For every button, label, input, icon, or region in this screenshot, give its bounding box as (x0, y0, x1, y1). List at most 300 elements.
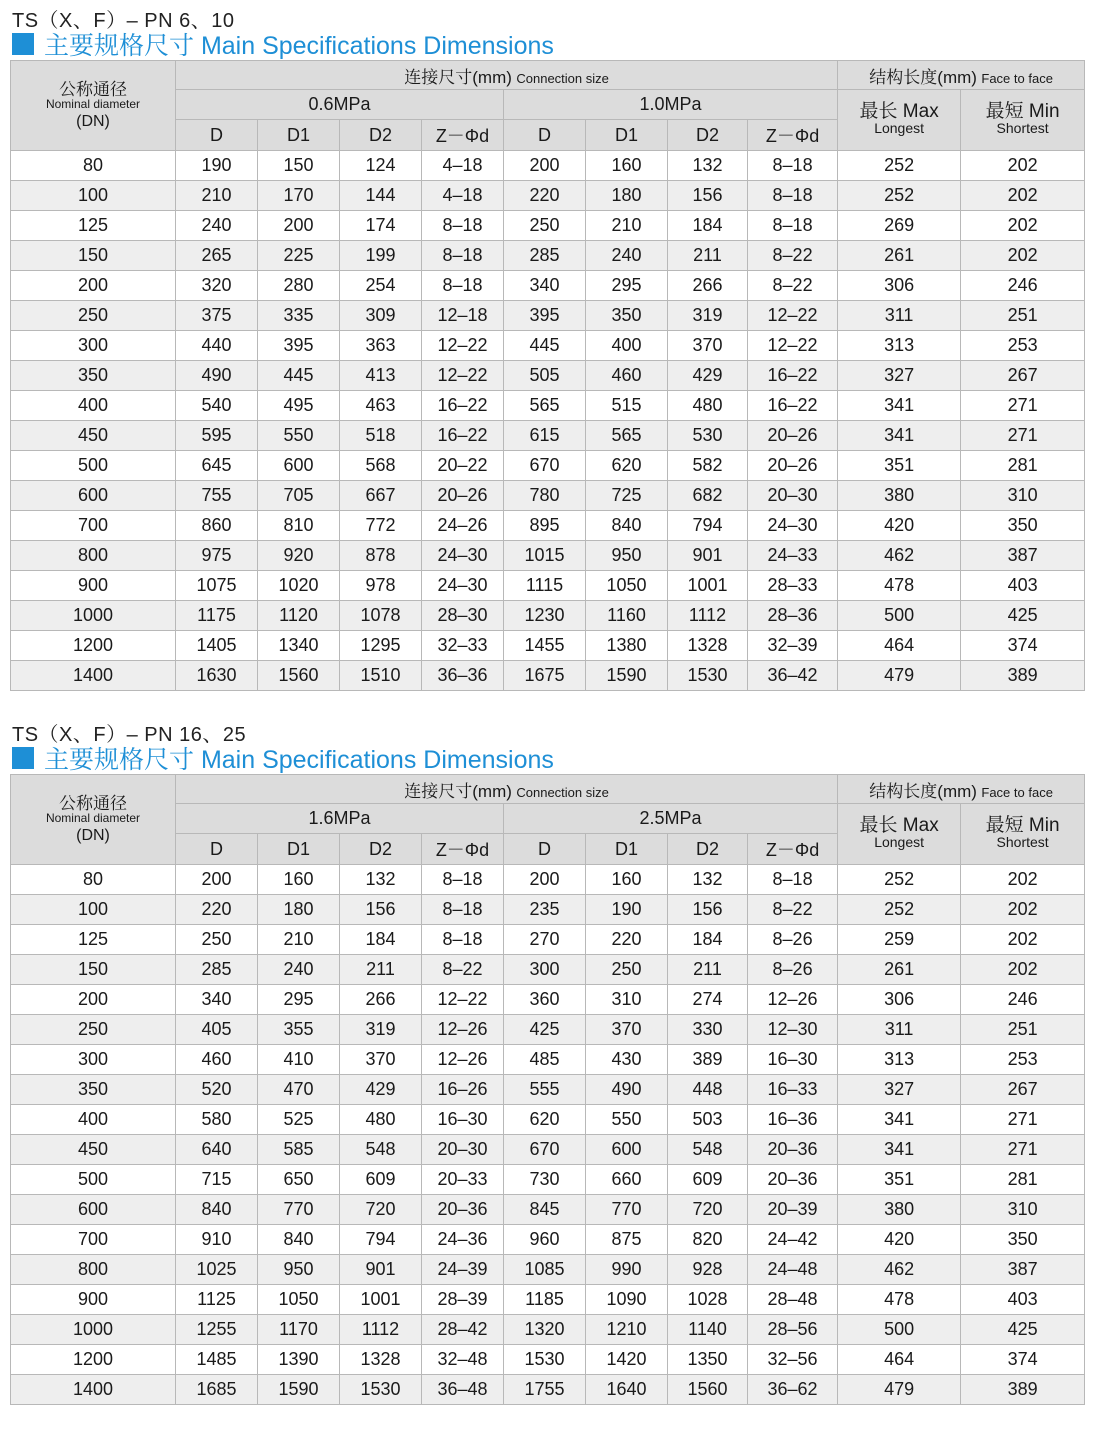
table-cell: 380 (838, 481, 961, 511)
table-cell: 920 (258, 541, 340, 571)
table-cell: 20–39 (748, 1195, 838, 1225)
table-cell: 820 (668, 1225, 748, 1255)
connection-en: Connection size (516, 784, 609, 800)
dn-cell: 125 (11, 925, 176, 955)
table-cell: 479 (838, 1375, 961, 1405)
connection-en: Connection size (516, 70, 609, 86)
max-label: 最长 Max (859, 101, 939, 122)
table-cell: 480 (668, 391, 748, 421)
table-cell: 355 (258, 1015, 340, 1045)
table-cell: 389 (961, 1375, 1085, 1405)
table-cell: 36–36 (422, 661, 504, 691)
table-cell: 363 (340, 331, 422, 361)
min-length-header (961, 804, 1085, 865)
table-cell: 429 (668, 361, 748, 391)
face-to-face-header (838, 61, 1085, 90)
table-cell: 20–26 (422, 481, 504, 511)
table-cell: 1255 (176, 1315, 258, 1345)
table-cell: 395 (504, 301, 586, 331)
table-cell: 8–18 (748, 211, 838, 241)
table-cell: 462 (838, 541, 961, 571)
table-cell: 682 (668, 481, 748, 511)
table-cell: 310 (961, 1195, 1085, 1225)
heading-text: 主要规格尺寸 Main Specifications Dimensions (44, 746, 554, 774)
table-row (11, 1375, 1085, 1405)
table-cell: 132 (668, 151, 748, 181)
table-cell: 32–48 (422, 1345, 504, 1375)
table-cell: 250 (504, 211, 586, 241)
table-cell: 770 (258, 1195, 340, 1225)
pressure-b-header: 2.5MPa (504, 804, 838, 834)
table-cell: 715 (176, 1165, 258, 1195)
table-cell: 387 (961, 541, 1085, 571)
table-cell: 295 (258, 985, 340, 1015)
table-cell: 335 (258, 301, 340, 331)
table-cell: 313 (838, 1045, 961, 1075)
table-cell: 20–36 (422, 1195, 504, 1225)
table-cell: 246 (961, 271, 1085, 301)
table-row (11, 895, 1085, 925)
table-row (11, 181, 1085, 211)
table-cell: 413 (340, 361, 422, 391)
table-cell: 1560 (258, 661, 340, 691)
table-cell: 252 (838, 865, 961, 895)
table-cell: 16–22 (748, 391, 838, 421)
table-cell: 600 (258, 451, 340, 481)
column-header: D2 (340, 834, 422, 865)
dn-cell: 500 (11, 451, 176, 481)
connection-size-header (176, 775, 838, 804)
table-cell: 132 (668, 865, 748, 895)
table-cell: 462 (838, 1255, 961, 1285)
table-cell: 184 (668, 925, 748, 955)
table-cell: 8–26 (748, 955, 838, 985)
dn-cell: 125 (11, 211, 176, 241)
table-row (11, 1315, 1085, 1345)
table-cell: 585 (258, 1135, 340, 1165)
table-row (11, 1165, 1085, 1195)
table-cell: 565 (504, 391, 586, 421)
table-row (11, 661, 1085, 691)
table-cell: 274 (668, 985, 748, 1015)
table-cell: 960 (504, 1225, 586, 1255)
table-cell: 1001 (668, 571, 748, 601)
min-label: 最短 Min (985, 815, 1060, 836)
table-cell: 840 (258, 1225, 340, 1255)
table-cell: 1328 (340, 1345, 422, 1375)
table-cell: 240 (176, 211, 258, 241)
table-cell: 8–22 (422, 955, 504, 985)
table-cell: 24–42 (748, 1225, 838, 1255)
face-cn: 结构长度(mm) (869, 67, 977, 87)
table-cell: 160 (586, 151, 668, 181)
table-cell: 650 (258, 1165, 340, 1195)
table-cell: 8–18 (422, 241, 504, 271)
dn-cell: 800 (11, 1255, 176, 1285)
table-cell: 495 (258, 391, 340, 421)
pressure-a-header: 0.6MPa (176, 90, 504, 120)
table-cell: 341 (838, 1135, 961, 1165)
table-cell: 250 (586, 955, 668, 985)
model-title: TS（X、F）– PN 6、10 (12, 10, 235, 32)
column-header: Z－Φd (748, 120, 838, 151)
table-row (11, 1225, 1085, 1255)
dn-cell: 300 (11, 331, 176, 361)
table-cell: 580 (176, 1105, 258, 1135)
table-cell: 1590 (258, 1375, 340, 1405)
table-cell: 705 (258, 481, 340, 511)
face-cn: 结构长度(mm) (869, 781, 977, 801)
column-header: D2 (668, 120, 748, 151)
table-cell: 200 (504, 151, 586, 181)
table-row (11, 361, 1085, 391)
table-cell: 184 (340, 925, 422, 955)
table-cell: 266 (340, 985, 422, 1015)
table-cell: 12–26 (422, 1045, 504, 1075)
table-cell: 1160 (586, 601, 668, 631)
table-cell: 310 (586, 985, 668, 1015)
table-row (11, 421, 1085, 451)
table-row (11, 985, 1085, 1015)
table-cell: 1210 (586, 1315, 668, 1345)
table-cell: 150 (258, 151, 340, 181)
min-label: 最短 Min (985, 101, 1060, 122)
table-row (11, 1135, 1085, 1165)
table-cell: 311 (838, 1015, 961, 1045)
min-sub: Shortest (996, 120, 1049, 136)
table-row (11, 211, 1085, 241)
table-cell: 1675 (504, 661, 586, 691)
table-cell: 1112 (668, 601, 748, 631)
table-cell: 518 (340, 421, 422, 451)
table-cell: 20–26 (748, 421, 838, 451)
dn-cell: 500 (11, 1165, 176, 1195)
table-cell: 340 (176, 985, 258, 1015)
dn-cell: 900 (11, 1285, 176, 1315)
max-label: 最长 Max (859, 815, 939, 836)
table-cell: 1530 (668, 661, 748, 691)
table-cell: 1560 (668, 1375, 748, 1405)
table-cell: 901 (668, 541, 748, 571)
table-cell: 595 (176, 421, 258, 451)
table-cell: 28–36 (748, 601, 838, 631)
table-cell: 250 (176, 925, 258, 955)
table-cell: 400 (586, 331, 668, 361)
table-cell: 500 (838, 601, 961, 631)
table-cell: 20–22 (422, 451, 504, 481)
table-cell: 202 (961, 241, 1085, 271)
table-cell: 479 (838, 661, 961, 691)
table-cell: 202 (961, 181, 1085, 211)
nominal-unit: (DN) (76, 113, 110, 130)
table-cell: 1140 (668, 1315, 748, 1345)
dn-cell: 200 (11, 985, 176, 1015)
dn-cell: 80 (11, 865, 176, 895)
table-cell: 425 (961, 601, 1085, 631)
table-row (11, 1285, 1085, 1315)
face-en: Face to face (981, 784, 1053, 800)
table-cell: 505 (504, 361, 586, 391)
table-cell: 530 (668, 421, 748, 451)
table-cell: 12–22 (422, 361, 504, 391)
table-row (11, 151, 1085, 181)
table-cell: 460 (586, 361, 668, 391)
table-cell: 8–18 (422, 271, 504, 301)
table-cell: 490 (586, 1075, 668, 1105)
dn-cell: 900 (11, 571, 176, 601)
table-cell: 755 (176, 481, 258, 511)
table-cell: 403 (961, 571, 1085, 601)
table-cell: 395 (258, 331, 340, 361)
table-cell: 251 (961, 1015, 1085, 1045)
table-cell: 440 (176, 331, 258, 361)
dn-cell: 700 (11, 511, 176, 541)
dn-cell: 400 (11, 391, 176, 421)
table-cell: 1050 (586, 571, 668, 601)
table-cell: 448 (668, 1075, 748, 1105)
table-cell: 8–26 (748, 925, 838, 955)
table-cell: 1320 (504, 1315, 586, 1345)
table-cell: 252 (838, 895, 961, 925)
table-cell: 860 (176, 511, 258, 541)
table-cell: 1530 (504, 1345, 586, 1375)
table-cell: 246 (961, 985, 1085, 1015)
table-cell: 341 (838, 421, 961, 451)
blue-square-icon (12, 33, 34, 55)
table-cell: 990 (586, 1255, 668, 1285)
table-cell: 772 (340, 511, 422, 541)
table-cell: 410 (258, 1045, 340, 1075)
nominal-cn: 公称通径 (59, 794, 127, 813)
dn-cell: 1000 (11, 1315, 176, 1345)
table-cell: 730 (504, 1165, 586, 1195)
table-cell: 375 (176, 301, 258, 331)
table-cell: 20–26 (748, 451, 838, 481)
table-cell: 265 (176, 241, 258, 271)
table-cell: 281 (961, 1165, 1085, 1195)
table-cell: 8–18 (422, 895, 504, 925)
table-cell: 387 (961, 1255, 1085, 1285)
dn-cell: 700 (11, 1225, 176, 1255)
table-cell: 1125 (176, 1285, 258, 1315)
table-row (11, 1345, 1085, 1375)
table-cell: 267 (961, 361, 1085, 391)
table-cell: 24–30 (748, 511, 838, 541)
table-cell: 16–36 (748, 1105, 838, 1135)
table-cell: 310 (961, 481, 1085, 511)
table-cell: 199 (340, 241, 422, 271)
table-row (11, 331, 1085, 361)
table-row (11, 1015, 1085, 1045)
table-cell: 548 (668, 1135, 748, 1165)
table-row (11, 601, 1085, 631)
column-header: Z－Φd (748, 834, 838, 865)
nominal-diameter-header (11, 61, 176, 151)
table-cell: 251 (961, 301, 1085, 331)
table-cell: 975 (176, 541, 258, 571)
table-cell: 220 (504, 181, 586, 211)
table-cell: 24–36 (422, 1225, 504, 1255)
table-cell: 901 (340, 1255, 422, 1285)
table-cell: 548 (340, 1135, 422, 1165)
min-sub: Shortest (996, 834, 1049, 850)
table-cell: 211 (668, 241, 748, 271)
table-cell: 20–33 (422, 1165, 504, 1195)
table-cell: 1025 (176, 1255, 258, 1285)
table-cell: 351 (838, 1165, 961, 1195)
table-cell: 225 (258, 241, 340, 271)
table-cell: 252 (838, 151, 961, 181)
table-cell: 20–36 (748, 1165, 838, 1195)
table-cell: 281 (961, 451, 1085, 481)
table-cell: 370 (340, 1045, 422, 1075)
table-cell: 306 (838, 985, 961, 1015)
dn-cell: 1000 (11, 601, 176, 631)
table-cell: 20–30 (748, 481, 838, 511)
table-cell: 210 (176, 181, 258, 211)
table-cell: 1112 (340, 1315, 422, 1345)
table-cell: 285 (504, 241, 586, 271)
max-sub: Longest (874, 834, 925, 850)
column-header: D (176, 120, 258, 151)
table-cell: 420 (838, 1225, 961, 1255)
table-cell: 550 (586, 1105, 668, 1135)
table-cell: 295 (586, 271, 668, 301)
dn-cell: 80 (11, 151, 176, 181)
table-cell: 24–30 (422, 541, 504, 571)
blue-square-icon (12, 747, 34, 769)
table-cell: 1485 (176, 1345, 258, 1375)
table-cell: 252 (838, 181, 961, 211)
dn-cell: 300 (11, 1045, 176, 1075)
table-cell: 16–30 (748, 1045, 838, 1075)
table-cell: 1230 (504, 601, 586, 631)
table-cell: 540 (176, 391, 258, 421)
table-cell: 8–18 (748, 151, 838, 181)
table-cell: 240 (258, 955, 340, 985)
table-cell: 36–42 (748, 661, 838, 691)
table-row (11, 481, 1085, 511)
table-cell: 24–33 (748, 541, 838, 571)
dn-cell: 100 (11, 181, 176, 211)
table-cell: 174 (340, 211, 422, 241)
table-cell: 12–22 (422, 331, 504, 361)
table-row (11, 451, 1085, 481)
table-cell: 160 (586, 865, 668, 895)
table-cell: 24–39 (422, 1255, 504, 1285)
table-cell: 271 (961, 1135, 1085, 1165)
table-cell: 845 (504, 1195, 586, 1225)
table-cell: 271 (961, 391, 1085, 421)
table-cell: 520 (176, 1075, 258, 1105)
table-cell: 770 (586, 1195, 668, 1225)
table-cell: 320 (176, 271, 258, 301)
table-cell: 351 (838, 451, 961, 481)
table-cell: 1028 (668, 1285, 748, 1315)
table-cell: 1078 (340, 601, 422, 631)
table-cell: 725 (586, 481, 668, 511)
table-cell: 350 (961, 511, 1085, 541)
table-cell: 463 (340, 391, 422, 421)
table-cell: 1590 (586, 661, 668, 691)
table-row (11, 925, 1085, 955)
table-cell: 12–22 (748, 301, 838, 331)
spec-table (10, 774, 1085, 1405)
table-cell: 895 (504, 511, 586, 541)
table-cell: 8–22 (748, 271, 838, 301)
dn-cell: 350 (11, 1075, 176, 1105)
table-cell: 1175 (176, 601, 258, 631)
pressure-b-header: 1.0MPa (504, 90, 838, 120)
table-cell: 253 (961, 331, 1085, 361)
column-header: D1 (586, 834, 668, 865)
dn-cell: 1200 (11, 631, 176, 661)
column-header: D (504, 834, 586, 865)
table-cell: 403 (961, 1285, 1085, 1315)
table-cell: 202 (961, 865, 1085, 895)
table-cell: 600 (586, 1135, 668, 1165)
dn-cell: 450 (11, 421, 176, 451)
dn-cell: 200 (11, 271, 176, 301)
table-cell: 370 (668, 331, 748, 361)
table-cell: 340 (504, 271, 586, 301)
table-cell: 660 (586, 1165, 668, 1195)
table-cell: 429 (340, 1075, 422, 1105)
table-cell: 132 (340, 865, 422, 895)
table-cell: 200 (258, 211, 340, 241)
column-header: D (176, 834, 258, 865)
nominal-cn: 公称通径 (59, 80, 127, 99)
table-cell: 254 (340, 271, 422, 301)
table-cell: 1380 (586, 631, 668, 661)
table-cell: 8–18 (422, 211, 504, 241)
table-cell: 810 (258, 511, 340, 541)
column-header: D2 (340, 120, 422, 151)
table-cell: 200 (504, 865, 586, 895)
table-cell: 300 (504, 955, 586, 985)
table-cell: 16–33 (748, 1075, 838, 1105)
table-cell: 840 (176, 1195, 258, 1225)
column-header: D1 (586, 120, 668, 151)
table-cell: 928 (668, 1255, 748, 1285)
table-cell: 156 (340, 895, 422, 925)
table-cell: 420 (838, 511, 961, 541)
table-cell: 1120 (258, 601, 340, 631)
table-cell: 36–48 (422, 1375, 504, 1405)
table-cell: 374 (961, 631, 1085, 661)
face-en: Face to face (981, 70, 1053, 86)
max-sub: Longest (874, 120, 925, 136)
column-header: Z－Φd (422, 834, 504, 865)
table-cell: 16–26 (422, 1075, 504, 1105)
nominal-diameter-header (11, 775, 176, 865)
table-row (11, 511, 1085, 541)
table-cell: 1420 (586, 1345, 668, 1375)
table-cell: 28–33 (748, 571, 838, 601)
dn-cell: 600 (11, 481, 176, 511)
table-cell: 670 (504, 1135, 586, 1165)
table-cell: 341 (838, 391, 961, 421)
table-cell: 1001 (340, 1285, 422, 1315)
dn-cell: 1400 (11, 1375, 176, 1405)
dn-cell: 450 (11, 1135, 176, 1165)
table-cell: 269 (838, 211, 961, 241)
column-header: D1 (258, 834, 340, 865)
table-cell: 190 (586, 895, 668, 925)
spec-table (10, 60, 1085, 691)
table-cell: 261 (838, 955, 961, 985)
table-cell: 620 (586, 451, 668, 481)
